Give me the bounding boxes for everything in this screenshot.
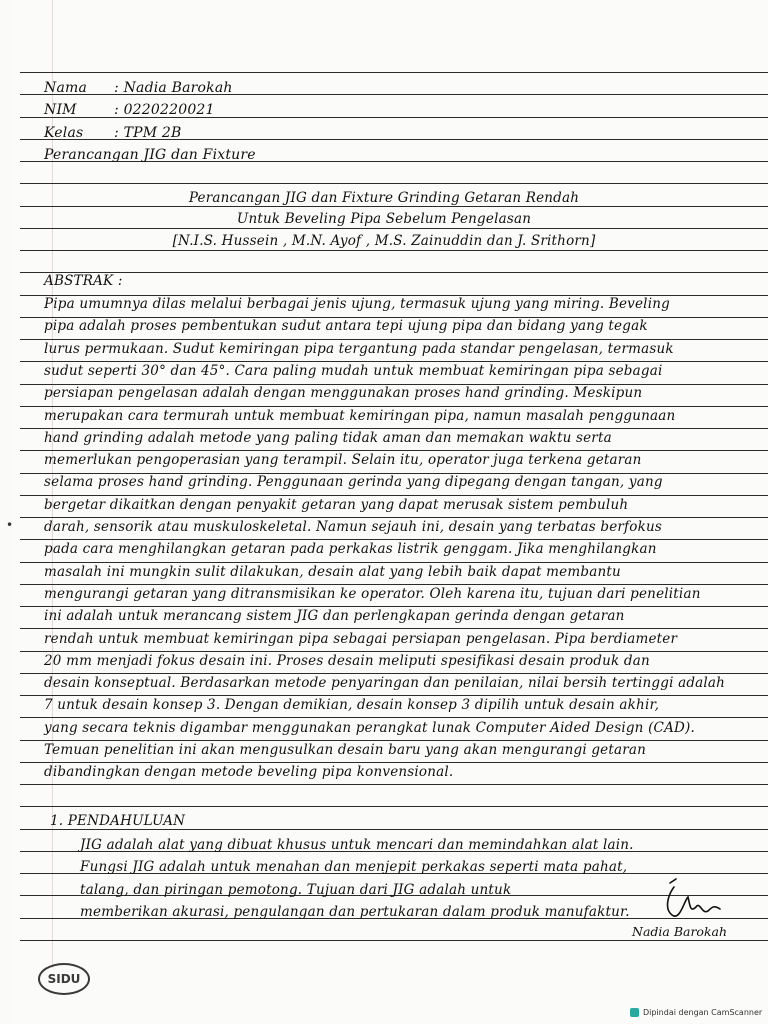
nama-label: Nama [44,80,88,96]
abstrak-line: desain konseptual. Berdasarkan metode penyaringan dan penilaian, nilai bersih tertinggi adalah [44,675,726,692]
nim-value: : 0220220021 [114,102,215,118]
ruled-line [20,740,768,741]
ruled-line [20,361,768,362]
ruled-line [20,450,768,451]
ruled-line [20,606,768,607]
abstrak-line: pipa adalah proses pembentukan sudut antara tepi ujung pipa dan bidang yang tegak [44,318,648,335]
pendahuluan-heading: 1. PENDAHULUAN [50,813,186,829]
ruled-line [20,762,768,763]
ruled-line [20,829,768,830]
margin-mark: • [6,518,14,532]
abstrak-line: bergetar dikaitkan dengan penyakit getaran yang dapat merusak sistem pembuluh [44,496,629,513]
ruled-line [20,72,768,73]
abstrak-line: 20 mm menjadi fokus desain ini. Proses desain meliputi spesifikasi desain produk dan [44,652,650,669]
ruled-line [20,183,768,184]
ruled-line [20,695,768,696]
header-nim [44,102,762,118]
header-nama [44,80,762,96]
abstrak-line: sudut seperti 30° dan 45°. Cara paling mudah untuk membuat kemiringan pipa sebagai [44,362,663,379]
abstrak-line: selama proses hand grinding. Penggunaan gerinda yang dipegang dengan tangan, yang [44,474,663,491]
ruled-line [20,206,768,207]
pendahuluan-line: Fungsi JIG adalah untuk menahan dan menjepit perkakas seperti mata pahat, [80,859,628,876]
pendahuluan-line: talang, dan piringan pemotong. Tujuan dari JIG adalah untuk [80,881,512,898]
ruled-line [20,673,768,674]
ruled-line [20,940,768,941]
kelas-label: Kelas [44,125,84,141]
signature-mark [650,875,740,925]
ruled-line [20,228,768,229]
abstrak-line: mengurangi getaran yang ditransmisikan ke operator. Oleh karena itu, tujuan dari penelitian [44,585,701,602]
abstrak-line: merupakan cara termurah untuk membuat kemiringan pipa, namun masalah penggunaan [44,407,676,424]
abstrak-line: ini adalah untuk merancang sistem JIG dan perlengkapan gerinda dengan getaran [44,608,625,625]
ruled-line [20,717,768,718]
abstrak-line: persiapan pengelasan adalah dengan menggunakan proses hand grinding. Meskipun [44,385,643,402]
ruled-line [20,250,768,251]
title-line-2: Untuk Beveling Pipa Sebelum Pengelasan [236,211,532,227]
ruled-line [20,806,768,807]
ruled-line [20,517,768,518]
title-line-1: Perancangan JIG dan Fixture Grinding Getaran Rendah [188,190,580,206]
abstrak-line: masalah ini mungkin sulit dilakukan, desain alat yang lebih baik dapat membantu [44,563,621,580]
abstrak-line: memerlukan pengoperasian yang terampil. Selain itu, operator juga terkena getaran [44,452,642,469]
abstrak-line: darah, sensorik atau muskuloskeletal. Namun sejauh ini, desain yang terbatas berfokus [44,519,662,535]
pendahuluan-line: JIG adalah alat yang dibuat khusus untuk mencari dan memindahkan alat lain. [80,837,634,853]
header-kelas [44,125,762,141]
nama-value: : Nadia Barokah [114,80,233,96]
abstrak-line: rendah untuk membuat kemiringan pipa sebagai persiapan pengelasan. Pipa berdiameter [44,630,678,647]
ruled-line [20,628,768,629]
camscanner-icon [630,1008,639,1017]
title-authors: [N.I.S. Hussein , M.N. Ayof , M.S. Zainuddin dan J. Srithorn] [172,233,596,249]
kelas-value: : TPM 2B [114,125,182,141]
camscanner-watermark [630,1008,762,1017]
ruled-line [20,584,768,585]
abstrak-line: 7 untuk desain konsep 3. Dengan demikian, desain konsep 3 dipilih untuk desain akhir, [44,697,660,714]
abstrak-heading: ABSTRAK : [44,273,123,289]
abstrak-line: Temuan penelitian ini akan mengusulkan desain baru yang akan mengurangi getaran [44,742,647,758]
sidu-logo: SIDU [38,963,90,995]
abstrak-line: dibandingkan dengan metode beveling pipa konvensional. [44,764,454,781]
ruled-line [20,784,768,785]
abstrak-line: lurus permukaan. Sudut kemiringan pipa tergantung pada standar pengelasan, termasuk [44,340,674,357]
abstrak-line: pada cara menghilangkan getaran pada perkakas listrik genggam. Jika menghilangkan [44,541,657,558]
course-name: Perancangan JIG dan Fixture [44,147,256,163]
signature-name: Nadia Barokah [632,924,728,939]
abstrak-line: yang secara teknis digambar menggunakan perangkat lunak Computer Aided Design (CAD). [44,719,695,736]
pendahuluan-line: memberikan akurasi, pengulangan dan pertukaran dalam produk manufaktur. [80,903,630,920]
abstrak-line: Pipa umumnya dilas melalui berbagai jenis ujung, termasuk ujung yang miring. Beveling [44,296,670,312]
nim-label: NIM [44,102,77,118]
camscanner-text: Dipindai dengan CamScanner [643,1008,763,1017]
ruled-line [20,539,768,540]
abstrak-line: hand grinding adalah metode yang paling tidak aman dan memakan waktu serta [44,429,612,446]
